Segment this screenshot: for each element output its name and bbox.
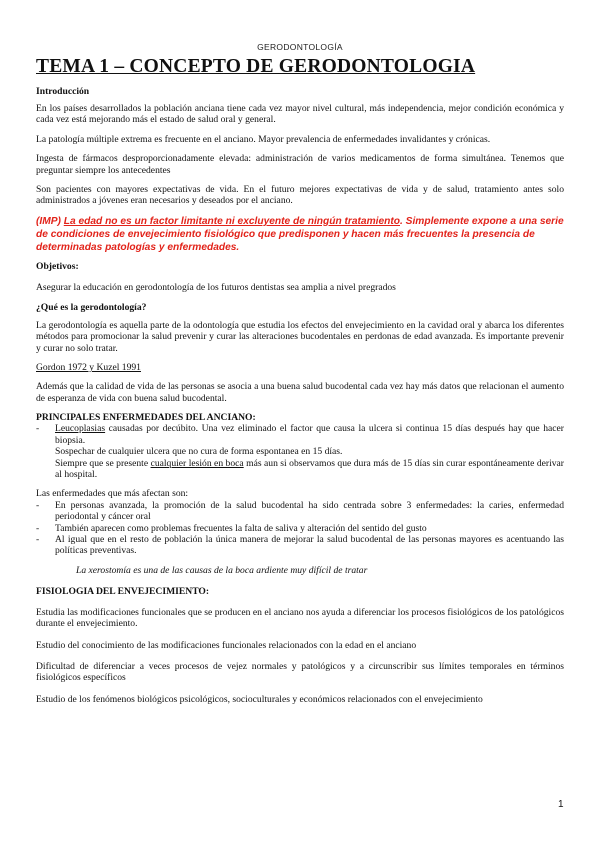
important-note	[36, 215, 564, 255]
item1-line1: causadas por decúbito. Una vez eliminado el factor que causa la ulcera si continua 15 días después hay que hacer biopsia.	[55, 423, 564, 446]
what-is-text: La gerodontología es aquella parte de la odontología que estudia los efectos del envejecimiento en la cavidad oral y abarca los diferentes métodos para promocionar la salud prevenir y curar las alteraciones bucodentales en perdonas de edad avanzada. Es importante prevenir y curar no solo tratar.	[36, 319, 564, 354]
intro-paragraph-4: Son pacientes con mayores expectativas de vida. En el futuro mejores expectativas de vida y de salud, tratamiento antes solo administrados a jóvenes eran necesarios y deseados por el anciano.	[36, 184, 564, 207]
diseases-list	[36, 423, 564, 480]
list-item	[36, 500, 564, 523]
list-item	[36, 423, 564, 480]
imp-tag: (IMP)	[36, 215, 61, 227]
list-item	[36, 523, 564, 534]
list-item	[36, 534, 564, 557]
reference-text: Gordon 1972 y Kuzel 1991	[36, 362, 141, 374]
dash-bullet: -	[36, 533, 40, 545]
item1-line3-underlined: cualquier lesión en boca	[150, 457, 244, 469]
reference-citation	[36, 362, 564, 373]
physiology-paragraph-3: Dificultad de diferenciar a veces procesos de vejez normales y patológicos y a circunscribir sus límites temporales en términos fisiológicos específicos	[36, 660, 564, 684]
objectives-heading: Objetivos:	[36, 261, 79, 273]
intro-paragraph-1: En los países desarrollados la población anciana tiene cada vez mayor nivel cultural, más independencia, mejor condición económica y cada vez está mejorando más el estado de salud oral y general.	[36, 103, 564, 126]
objectives-text: Asegurar la educación en gerodontología de los futuros dentistas sea amplia a nivel pregrados	[36, 282, 396, 294]
running-header: GERODONTOLOGÍA	[257, 42, 343, 52]
physiology-paragraph-2: Estudio del conocimiento de las modificaciones funcionales relacionados con la edad en el anciano	[36, 639, 417, 651]
imp-rest: . Simplemente expone a una serie de condiciones de envejecimiento fisiológico que predisponen y hacen más frecuentes la presencia de determinadas patologías y enfermedades.	[36, 215, 564, 254]
physiology-paragraph-1: Estudia las modificaciones funcionales que se producen en el anciano nos ayuda a diferenciar los procesos fisiológicos de los patológicos durante el envejecimiento.	[36, 606, 564, 630]
affect-item-1: En personas avanzada, la promoción de la salud bucodental ha sido centrada sobre 3 enfermedades: la caries, enfermedad periodontal y cáncer oral	[55, 499, 564, 523]
dash-bullet: -	[36, 499, 40, 511]
what-is-heading: ¿Qué es la gerodontología?	[36, 301, 147, 313]
dash-bullet: -	[36, 423, 40, 435]
dash-bullet: -	[36, 522, 40, 534]
intro-paragraph-2: La patología múltiple extrema es frecuente en el anciano. Mayor prevalencia de enfermedades invalidantes y crónicas.	[36, 133, 491, 145]
affect-intro: Las enfermedades que más afectan son:	[36, 488, 189, 500]
physiology-paragraph-4: Estudio de los fenómenos biológicos psicológicos, socioculturales y económicos relacionados con el envejecimiento	[36, 693, 483, 705]
intro-paragraph-3: Ingesta de fármacos desproporcionadamente elevada: administración de varios medicamentos de forma simultánea. Tenemos que preguntar siempre los antecedentes	[36, 153, 564, 176]
affect-item-2: También aparecen como problemas frecuentes la falta de saliva y alteración del sentido del gusto	[55, 522, 427, 534]
intro-heading: Introducción	[36, 86, 90, 97]
diseases-heading: PRINCIPALES ENFERMEDADES DEL ANCIANO:	[36, 412, 256, 424]
page-title: TEMA 1 – CONCEPTO DE GERODONTOLOGIA	[36, 56, 476, 77]
imp-underlined: La edad no es un factor limitante ni excluyente de ningún tratamiento	[63, 215, 400, 227]
physiology-heading: FISIOLOGIA DEL ENVEJECIMIENTO:	[36, 585, 210, 597]
item1-line2: Sospechar de cualquier ulcera que no cura de forma espontanea en 15 días.	[55, 446, 343, 458]
xerostomia-note: La xerostomía es una de las causas de la boca ardiente muy difícil de tratar	[76, 564, 368, 576]
leucoplasias-term: Leucoplasias	[55, 423, 106, 435]
item1-line3a: Siempre que se presente	[55, 457, 151, 469]
page-content	[36, 55, 564, 705]
affect-item-3: Al igual que en el resto de población la única manera de mejorar la salud bucodental de las personas mayores es acentuando las políticas preventivas.	[55, 533, 564, 557]
affect-list	[36, 500, 564, 557]
what-is-extra: Además que la calidad de vida de las personas se asocia a una buena salud bucodental cada vez hay más datos que relacionan el aumento de esperanza de vida con buena salud bucodental.	[36, 381, 564, 404]
item1-line3b: más aun si observamos que dura más de 15 días sin curar espontáneamente derivar al hospital.	[55, 457, 564, 480]
page-number: 1	[558, 799, 564, 810]
